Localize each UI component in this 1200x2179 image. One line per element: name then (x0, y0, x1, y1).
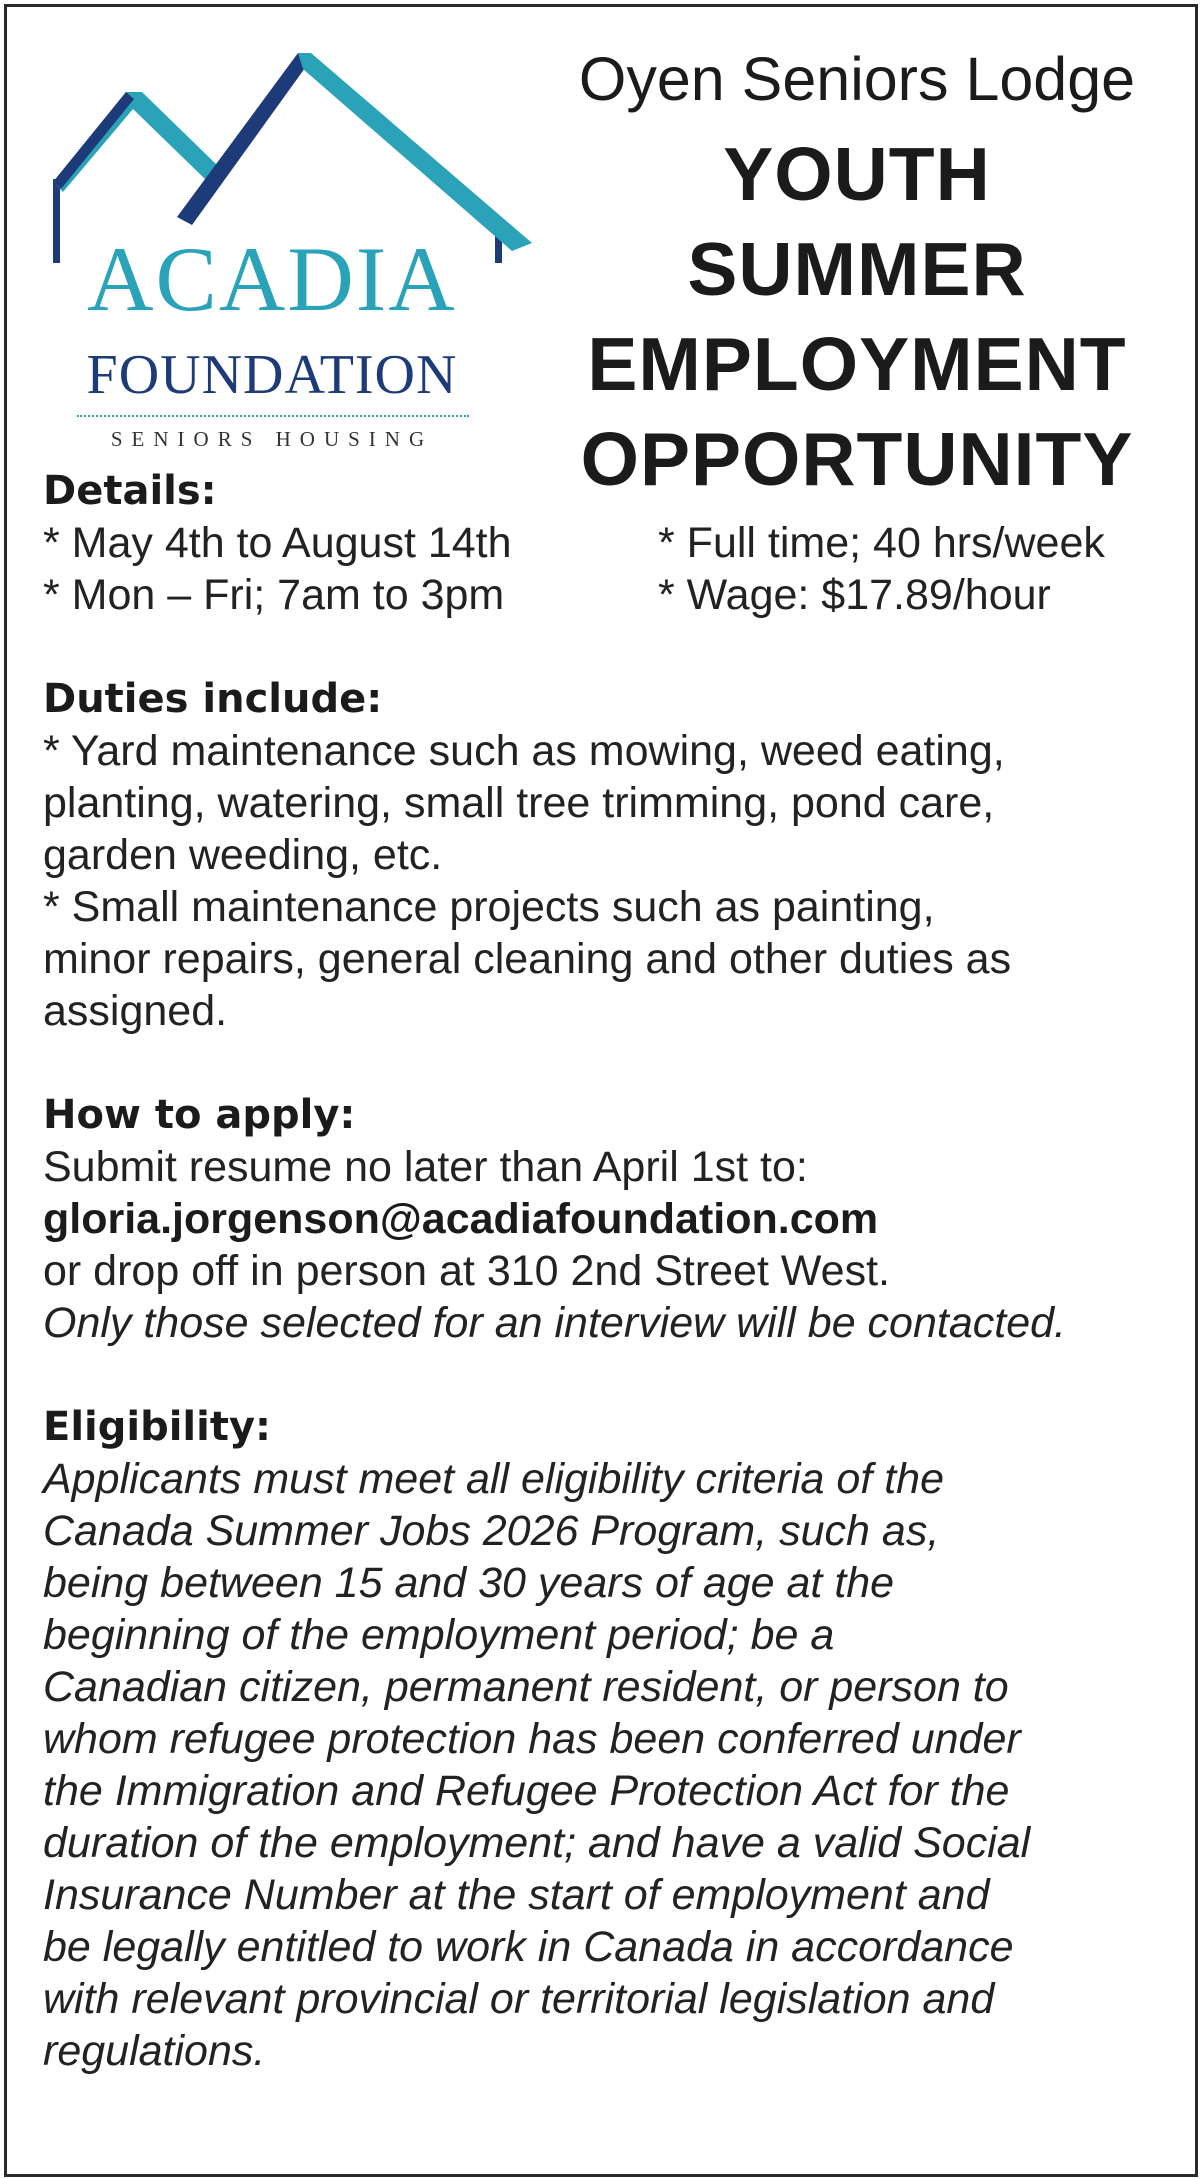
headline-line: EMPLOYMENT (587, 322, 1127, 406)
eligibility-line: Canadian citizen, permanent resident, or person to (43, 1663, 1009, 1711)
org-name: Oyen Seniors Lodge (578, 45, 1136, 113)
logo-wordmark: ACADIA (87, 228, 457, 330)
apply-title: How to apply: (43, 1092, 356, 1138)
eligibility-line: Canada Summer Jobs 2026 Program, such as, (43, 1507, 940, 1555)
headline-line: YOUTH SUMMER (687, 132, 1027, 311)
acadia-foundation-logo (47, 47, 537, 451)
apply-dropoff: or drop off in person at 310 2nd Street West. (43, 1247, 890, 1295)
logo-divider (77, 415, 469, 417)
details-right-column (658, 517, 1173, 621)
eligibility-line: duration of the employment; and have a valid Social (43, 1819, 1031, 1867)
duties-line: garden weeding, etc. (43, 831, 443, 879)
eligibility-line: whom refugee protection has been conferred under (43, 1715, 1021, 1763)
apply-email-link[interactable]: gloria.jorgenson@acadiafoundation.com (43, 1195, 879, 1243)
eligibility-line: be legally entitled to work in Canada in accordance (43, 1923, 1014, 1971)
headline-line: OPPORTUNITY (580, 417, 1134, 501)
spacer (43, 1349, 1173, 1401)
logo-subtitle: FOUNDATION (86, 344, 458, 406)
big-roof-left-mark (177, 53, 310, 225)
eligibility-line: the Immigration and Refugee Protection Act for the (43, 1767, 1010, 1815)
detail-item: * May 4th to August 14th (43, 519, 512, 567)
detail-item: * Wage: $17.89/hour (658, 571, 1051, 619)
big-roof-right-mark (298, 53, 532, 251)
apply-intro: Submit resume no later than April 1st to: (43, 1143, 808, 1191)
duties-line: * Small maintenance projects such as painting, (43, 883, 935, 931)
apply-section (43, 1089, 1173, 1349)
details-title: Details: (43, 468, 217, 514)
eligibility-line: Insurance Number at the start of employment and (43, 1871, 990, 1919)
ad-heading (547, 41, 1167, 507)
spacer (43, 1037, 1173, 1089)
duties-line: minor repairs, general cleaning and other duties as (43, 935, 1012, 983)
detail-item: * Full time; 40 hrs/week (658, 519, 1105, 567)
details-section (43, 465, 1173, 621)
logo-tagline: SENIORS HOUSING (110, 427, 434, 451)
duties-line: assigned. (43, 987, 228, 1035)
duties-line: planting, watering, small tree trimming, pond care, (43, 779, 995, 827)
eligibility-line: beginning of the employment period; be a (43, 1611, 835, 1659)
details-grid (43, 517, 1173, 621)
small-roof-edge-mark (53, 92, 134, 189)
details-left-column (43, 517, 658, 621)
eligibility-title: Eligibility: (43, 1404, 272, 1450)
eligibility-line: regulations. (43, 2027, 266, 2075)
eligibility-section (43, 1401, 1173, 2077)
duties-line: * Yard maintenance such as mowing, weed eating, (43, 727, 1005, 775)
detail-item: * Mon – Fri; 7am to 3pm (43, 571, 505, 619)
eligibility-line: being between 15 and 30 years of age at the (43, 1559, 895, 1607)
headline (547, 127, 1167, 507)
spacer (43, 621, 1173, 673)
eligibility-line: with relevant provincial or territorial legislation and (43, 1975, 995, 2023)
duties-title: Duties include: (43, 676, 383, 722)
apply-note: Only those selected for an interview will be contacted. (43, 1299, 1066, 1347)
eligibility-line: Applicants must meet all eligibility criteria of the (43, 1455, 944, 1503)
small-roof-mark (53, 92, 219, 192)
ad-body (43, 465, 1173, 2077)
ad-frame (4, 4, 1198, 2177)
duties-section (43, 673, 1173, 1037)
